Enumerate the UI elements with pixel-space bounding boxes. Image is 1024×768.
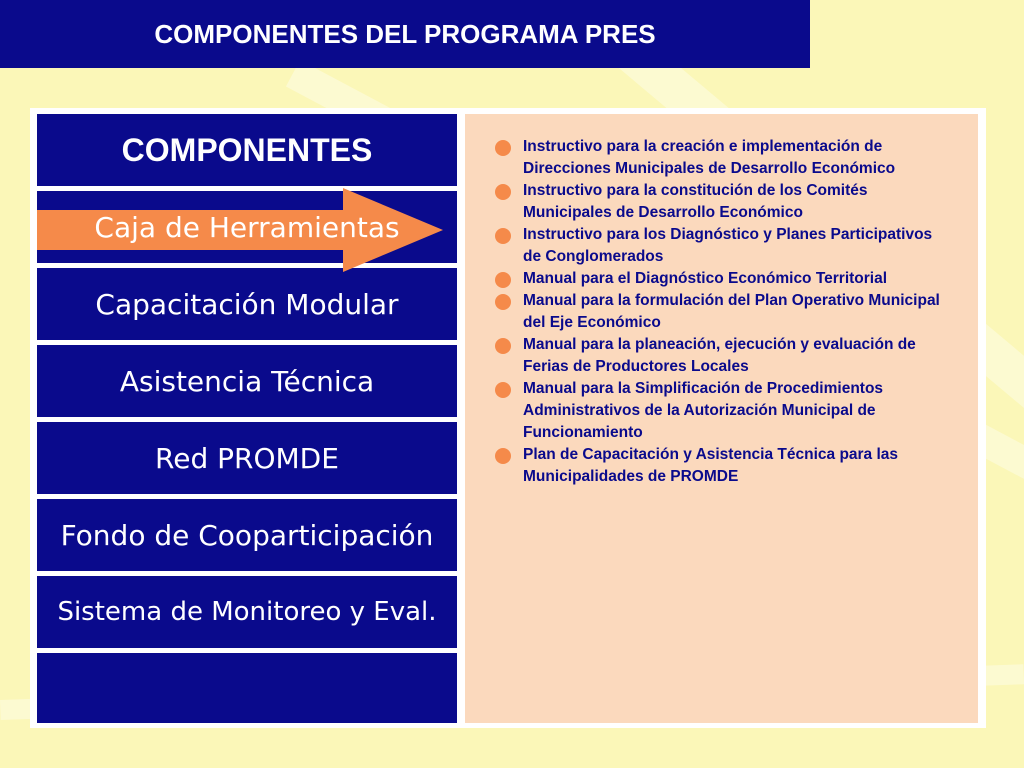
bullet-dot-icon bbox=[495, 184, 511, 200]
list-item bbox=[495, 444, 945, 488]
component-row-empty bbox=[37, 653, 457, 723]
tool-text: Manual para la planeación, ejecución y evaluación de Ferias de Productores Locales bbox=[523, 336, 916, 375]
tools-list bbox=[495, 136, 945, 488]
component-label: Caja de Herramientas bbox=[94, 210, 400, 244]
component-row-red bbox=[37, 422, 457, 494]
tool-text: Manual para el Diagnóstico Económico Territorial bbox=[523, 270, 888, 287]
component-label: Red PROMDE bbox=[155, 441, 339, 475]
bullet-dot-icon bbox=[495, 140, 511, 156]
component-row-fondo bbox=[37, 499, 457, 571]
bullet-dot-icon bbox=[495, 228, 511, 244]
component-label: Sistema de Monitoreo y Eval. bbox=[57, 597, 437, 627]
tool-text: Instructivo para la constitución de los Comités Municipales de Desarrollo Económico bbox=[523, 182, 868, 221]
components-header-label: COMPONENTES bbox=[121, 131, 373, 168]
tool-text: Plan de Capacitación y Asistencia Técnica para las Municipalidades de PROMDE bbox=[523, 446, 899, 485]
tool-text: Manual para la formulación del Plan Operativo Municipal del Eje Económico bbox=[523, 292, 940, 331]
list-item bbox=[495, 378, 945, 444]
bullet-dot-icon bbox=[495, 338, 511, 354]
component-label: Fondo de Cooparticipación bbox=[60, 518, 434, 552]
list-item bbox=[495, 180, 945, 224]
component-row-asistencia bbox=[37, 345, 457, 417]
bullet-dot-icon bbox=[495, 382, 511, 398]
components-header bbox=[37, 114, 457, 186]
list-item bbox=[495, 290, 945, 334]
list-item bbox=[495, 268, 945, 290]
component-label: Asistencia Técnica bbox=[119, 364, 375, 398]
tool-text: Instructivo para los Diagnóstico y Planes Participativos de Conglomerados bbox=[523, 226, 933, 265]
tools-panel bbox=[465, 114, 978, 723]
tool-text: Instructivo para la creación e implementación de Direcciones Municipales de Desarrollo Económico bbox=[523, 138, 896, 177]
list-item bbox=[495, 334, 945, 378]
bullet-dot-icon bbox=[495, 448, 511, 464]
slide-title: COMPONENTES DEL PROGRAMA PRES bbox=[154, 18, 656, 49]
list-item bbox=[495, 224, 945, 268]
slide-title-bar bbox=[0, 0, 810, 68]
tool-text: Manual para la Simplificación de Procedimientos Administrativos de la Autorización Municipal de Funcionamiento bbox=[523, 380, 884, 441]
list-item bbox=[495, 136, 945, 180]
component-label: Capacitación Modular bbox=[95, 287, 399, 321]
bullet-dot-icon bbox=[495, 294, 511, 310]
component-row-capacitacion bbox=[37, 268, 457, 340]
component-row-sistema bbox=[37, 576, 457, 648]
bullet-dot-icon bbox=[495, 272, 511, 288]
